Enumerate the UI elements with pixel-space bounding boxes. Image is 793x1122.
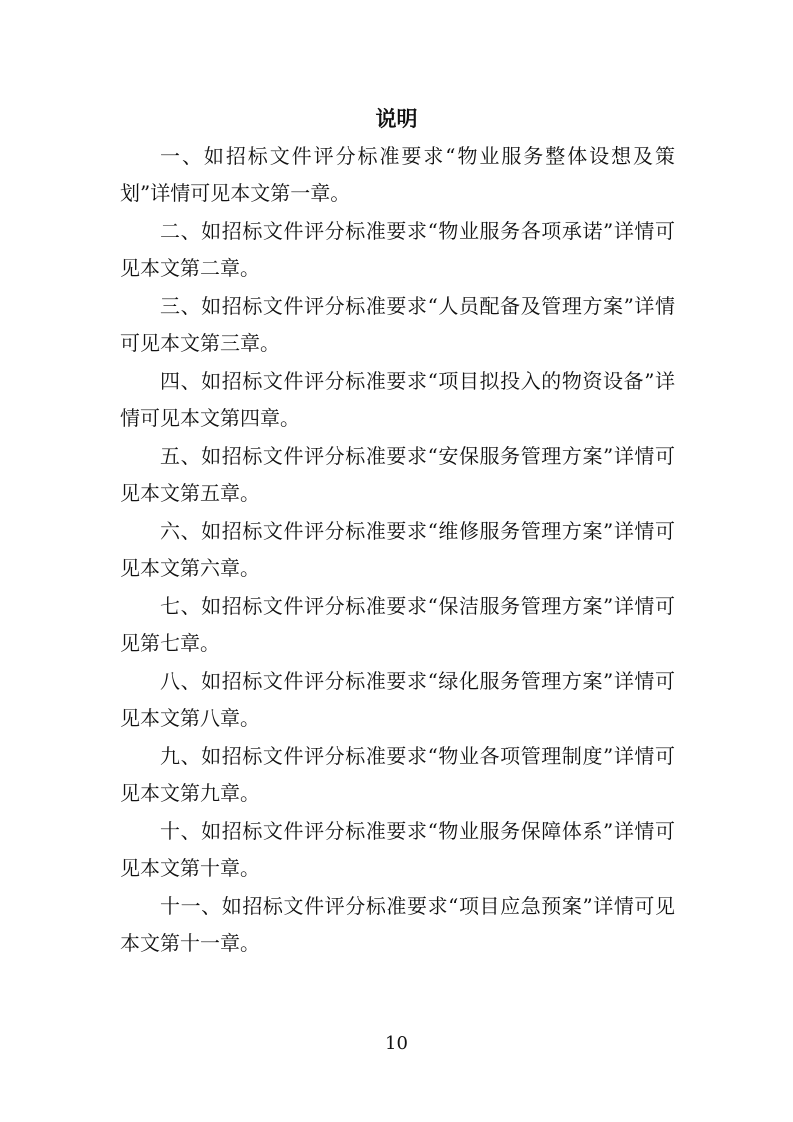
page-title: 说明 [375, 106, 418, 131]
paragraph-11: 十一、如招标文件评分标准要求“项目应急预案”详情可见本文第十一章。 [120, 894, 675, 955]
paragraph-2: 二、如招标文件评分标准要求“物业服务各项承诺”详情可见本文第二章。 [120, 219, 675, 280]
page-number: 10 [385, 1033, 408, 1054]
paragraph-6: 六、如招标文件评分标准要求“维修服务管理方案”详情可见本文第六章。 [120, 519, 675, 580]
paragraph-9: 九、如招标文件评分标准要求“物业各项管理制度”详情可见本文第九章。 [120, 744, 675, 805]
paragraph-7: 七、如招标文件评分标准要求“保洁服务管理方案”详情可见第七章。 [120, 594, 675, 655]
paragraph-10: 十、如招标文件评分标准要求“物业服务保障体系”详情可见本文第十章。 [120, 819, 675, 880]
paragraph-8: 八、如招标文件评分标准要求“绿化服务管理方案”详情可见本文第八章。 [120, 669, 675, 730]
paragraph-3: 三、如招标文件评分标准要求“人员配备及管理方案”详情可见本文第三章。 [120, 294, 675, 355]
paragraph-4: 四、如招标文件评分标准要求“项目拟投入的物资设备”详情可见本文第四章。 [120, 369, 675, 430]
paragraph-5: 五、如招标文件评分标准要求“安保服务管理方案”详情可见本文第五章。 [120, 444, 675, 505]
paragraph-1: 一、如招标文件评分标准要求“物业服务整体设想及策划”详情可见本文第一章。 [120, 144, 675, 205]
